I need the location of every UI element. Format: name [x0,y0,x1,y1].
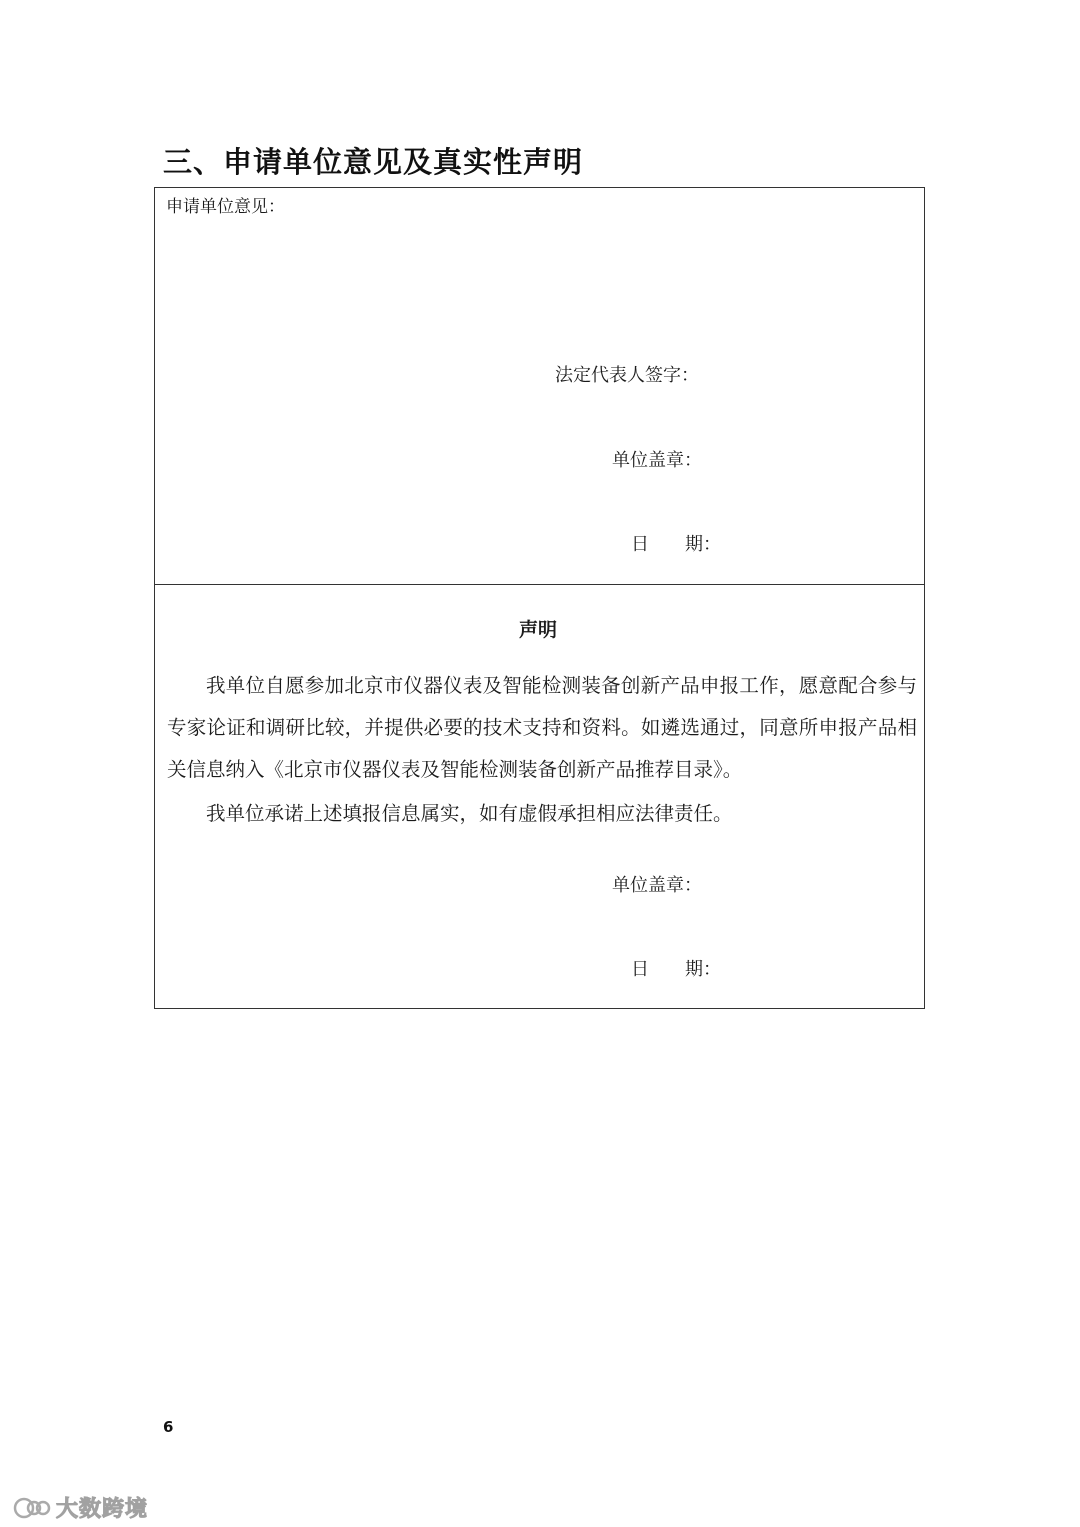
watermark-text: 大数跨境 [56,1496,149,1522]
date-label: 日 期： [631,534,721,555]
declaration-seal-label: 单位盖章： [612,875,702,896]
watermark-logo-icon [12,1492,52,1522]
page-number: 6 [163,1418,174,1436]
opinion-label: 申请单位意见： [166,197,285,217]
legal-representative-signature-label: 法定代表人签字： [555,365,699,386]
opinion-cell [155,188,924,585]
watermark [12,1490,148,1524]
application-form-table [154,187,925,1009]
unit-seal-label: 单位盖章： [612,450,702,471]
section-title: 三、申请单位意见及真实性声明 [163,145,584,179]
declaration-cell [155,585,924,1008]
declaration-paragraph: 我单位自愿参加北京市仪器仪表及智能检测装备创新产品申报工作，愿意配合参与专家论证和调研比较，并提供必要的技术支持和资料。如遴选通过，同意所申报产品相关信息纳入《北京市仪器仪表及智能检测装备创新产品推荐目录》。 [167,674,917,781]
declaration-date-label: 日 期： [631,959,721,980]
commitment-paragraph: 我单位承诺上述填报信息属实，如有虚假承担相应法律责任。 [206,802,733,825]
declaration-title: 声明 [519,619,558,641]
